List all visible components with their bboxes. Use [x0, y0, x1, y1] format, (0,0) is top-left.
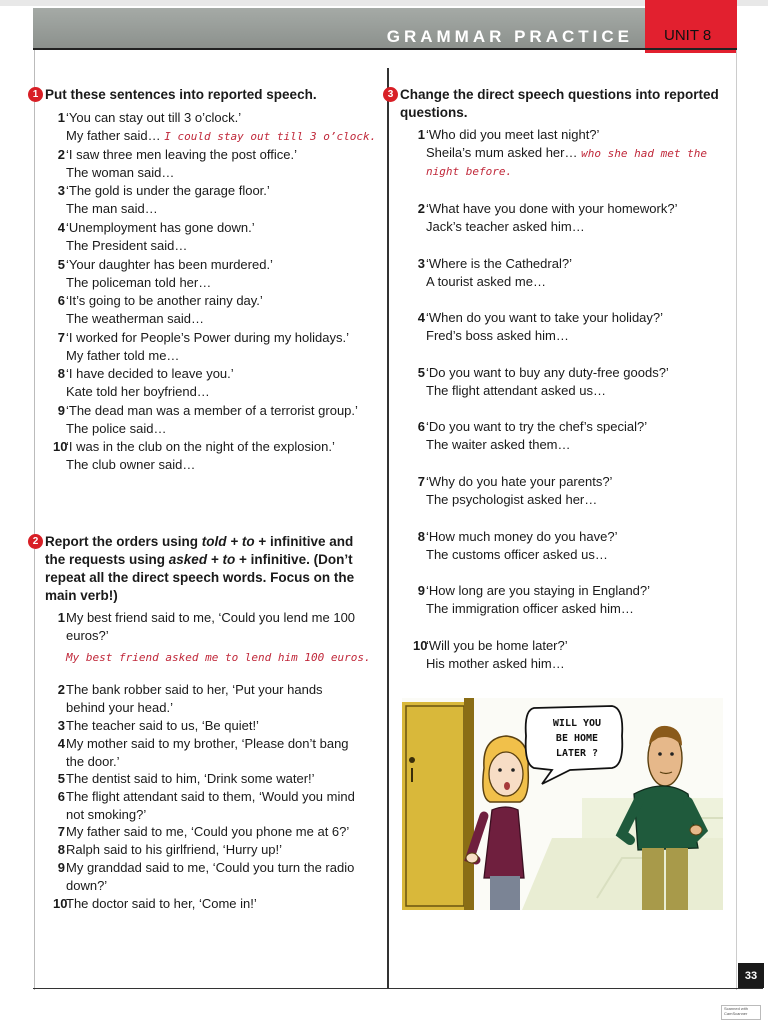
item-number: 3: [57, 183, 65, 198]
item-text: My father said to me, ‘Could you phone me at 6?’: [66, 824, 350, 839]
item-prompt: The club owner said…: [66, 457, 196, 472]
exercise-2-heading: [28, 533, 373, 605]
instruction-text: + infinitive. (Don’t repeat all the direct speech words. Focus on the main verb!): [45, 552, 355, 603]
item-quote: ‘I worked for People’s Power during my holidays.’: [66, 330, 350, 345]
exercise-number-badge: 1: [28, 87, 43, 102]
exercise-number-badge: 3: [383, 87, 398, 102]
item-prompt: The immigration officer asked him…: [426, 601, 634, 616]
item-number: 4: [417, 310, 425, 325]
exercise-1-item: [57, 219, 255, 255]
item-text: euros?’: [66, 628, 109, 643]
item-number: 7: [417, 474, 425, 489]
item-number: 3: [57, 718, 65, 733]
exercise-1-item: [57, 292, 263, 328]
item-quote: ‘Your daughter has been murdered.’: [66, 257, 273, 272]
item-number: 9: [57, 403, 65, 418]
item-number: 5: [57, 771, 65, 786]
item-number: 5: [57, 257, 65, 272]
item-number: 1: [417, 127, 425, 142]
item-number: 1: [57, 610, 65, 625]
item-prompt: The waiter asked them…: [426, 437, 571, 452]
exercise-2-item: [57, 823, 350, 841]
exercise-1-item: [57, 109, 377, 146]
item-number: 5: [417, 365, 425, 380]
item-prompt-line: [426, 144, 707, 163]
item-prompt: The policeman told her…: [66, 275, 212, 290]
exercise-1-item: [57, 182, 270, 218]
item-prompt: Fred’s boss asked him…: [426, 328, 569, 343]
exercise-2-item: [57, 735, 349, 771]
exercise-3-item: [417, 473, 613, 509]
exercise-1-heading: [28, 86, 383, 104]
item-quote: ‘You can stay out till 3 o’clock.’: [66, 110, 242, 125]
item-quote: ‘Why do you hate your parents?’: [426, 474, 613, 489]
item-number: 7: [57, 824, 65, 839]
item-number: 2: [417, 201, 425, 216]
handwritten-answer: I could stay out till 3 o’clock.: [164, 130, 377, 143]
exercise-2-item: [57, 788, 355, 824]
item-number: 10: [53, 439, 68, 454]
item-text: My granddad said to me, ‘Could you turn the radio: [66, 860, 355, 875]
item-text: the door.’: [66, 754, 120, 769]
item-prompt: The woman said…: [66, 165, 175, 180]
item-number: 8: [417, 529, 425, 544]
item-prompt: His mother asked him…: [426, 656, 565, 671]
exercise-2-item: [57, 770, 315, 788]
item-number: 6: [417, 419, 425, 434]
page-title: GRAMMAR PRACTICE: [386, 27, 633, 46]
exercise-2-item: [57, 859, 355, 895]
item-number: 8: [57, 366, 65, 381]
exercise-3-item: [417, 255, 572, 291]
instruction-text: + infinitive and the requests using: [45, 534, 354, 567]
exercise-1-item: [57, 365, 234, 401]
item-prompt: The President said…: [66, 238, 188, 253]
item-number: 4: [57, 736, 65, 751]
exercise-1-item: [53, 438, 335, 474]
item-prompt: Sheila’s mum asked her…: [426, 145, 578, 160]
item-number: 1: [57, 110, 65, 125]
exercise-2-item: [57, 681, 323, 717]
speech-bubble-text: [534, 716, 620, 761]
item-number: 2: [57, 147, 65, 162]
item-number: 6: [57, 293, 65, 308]
exercise-2: [28, 533, 373, 605]
exercise-3-item: [417, 309, 664, 345]
exercise-3-item: [417, 418, 648, 454]
instruction-emphasis: asked + to: [168, 552, 236, 567]
exercise-3-heading: [383, 86, 728, 122]
item-quote: ‘I was in the club on the night of the explosion.’: [66, 439, 335, 454]
item-quote: ‘How long are you staying in England?’: [426, 583, 651, 598]
item-quote: ‘Who did you meet last night?’: [426, 127, 600, 142]
item-prompt: My father said…: [66, 128, 161, 143]
exercise-3-item: [413, 637, 568, 673]
item-quote: ‘It’s going to be another rainy day.’: [66, 293, 263, 308]
item-number: 10: [53, 896, 68, 911]
item-quote: ‘Do you want to try the chef’s special?’: [426, 419, 648, 434]
item-prompt: My father told me…: [66, 348, 180, 363]
handwritten-answer: My best friend asked me to lend him 100 euros.: [66, 651, 371, 664]
item-quote: ‘What have you done with your homework?’: [426, 201, 678, 216]
exercise-3-item: [417, 200, 678, 236]
exercise-3-item: [417, 364, 669, 400]
instruction-text: questions.: [400, 105, 468, 120]
item-text: My mother said to my brother, ‘Please don’t bang: [66, 736, 349, 751]
item-text: The dentist said to him, ‘Drink some water!’: [66, 771, 315, 786]
instruction-text: Change the direct speech questions into reported: [400, 87, 719, 102]
door-knob: [409, 757, 415, 763]
item-quote: ‘The gold is under the garage floor.’: [66, 183, 270, 198]
bubble-line: WILL YOU: [552, 718, 602, 729]
item-text: The bank robber said to her, ‘Put your hands: [66, 682, 323, 697]
exercise-number-badge: 2: [28, 534, 43, 549]
exercise-2-item: [57, 609, 371, 667]
item-prompt: Kate told her boyfriend…: [66, 384, 210, 399]
item-prompt: A tourist asked me…: [426, 274, 546, 289]
item-text: The doctor said to her, ‘Come in!’: [66, 896, 257, 911]
unit-label: UNIT 8: [664, 27, 712, 44]
exercise-2-item: [57, 841, 283, 859]
handwritten-answer: night before.: [426, 165, 513, 178]
item-number: 6: [57, 789, 65, 804]
item-prompt-line: [66, 127, 376, 146]
item-prompt: The police said…: [66, 421, 167, 436]
item-quote: ‘Will you be home later?’: [426, 638, 568, 653]
instruction-emphasis: told + to: [201, 534, 255, 549]
exercise-1-item: [57, 146, 297, 182]
item-quote: ‘How much money do you have?’: [426, 529, 618, 544]
header-divider: [33, 48, 737, 50]
item-number: 3: [417, 256, 425, 271]
item-text: The flight attendant said to them, ‘Would you mind: [66, 789, 355, 804]
item-text: Ralph said to his girlfriend, ‘Hurry up!’: [66, 842, 283, 857]
item-text: behind your head.’: [66, 700, 173, 715]
column-divider: [387, 68, 389, 988]
door: [402, 702, 470, 910]
exercise-3: [383, 86, 728, 122]
header-band: [33, 8, 645, 48]
scanner-watermark: Scanned with CamScanner: [721, 1005, 761, 1020]
exercise-1-instruction: Put these sentences into reported speech.: [45, 87, 317, 102]
item-number: 9: [57, 860, 65, 875]
exercise-2-item: [53, 895, 257, 913]
item-prompt: The customs officer asked us…: [426, 547, 608, 562]
item-text: My best friend said to me, ‘Could you lend me 100: [66, 610, 356, 625]
exercise-1-item: [57, 256, 273, 292]
item-prompt: The flight attendant asked us…: [426, 383, 606, 398]
exercise-3-item: [417, 126, 707, 181]
exercise-1-item: [57, 329, 350, 365]
item-text: not smoking?’: [66, 807, 147, 822]
item-quote: ‘Do you want to buy any duty-free goods?’: [426, 365, 669, 380]
item-number: 8: [57, 842, 65, 857]
item-prompt: The psychologist asked her…: [426, 492, 598, 507]
page-number: 33: [738, 963, 764, 988]
instruction-text: Report the orders using: [45, 534, 202, 549]
item-number: 9: [417, 583, 425, 598]
right-margin-line: [736, 50, 737, 990]
item-quote: ‘Where is the Cathedral?’: [426, 256, 572, 271]
exercise-1: [28, 86, 383, 104]
exercise-3-instruction: [400, 86, 719, 122]
bubble-line: BE HOME: [555, 733, 599, 744]
item-quote: ‘Unemployment has gone down.’: [66, 220, 255, 235]
handwritten-answer: who she had met the: [581, 147, 707, 160]
exercise-3-item: [417, 582, 651, 618]
item-number: 10: [413, 638, 428, 653]
left-margin-line: [34, 50, 35, 990]
item-quote: ‘I saw three men leaving the post office.’: [66, 147, 297, 162]
bubble-line: LATER ?: [555, 748, 599, 759]
item-prompt: Jack’s teacher asked him…: [426, 219, 585, 234]
comic-illustration: [402, 698, 723, 910]
item-quote: ‘The dead man was a member of a terrorist group.’: [66, 403, 358, 418]
item-text: down?’: [66, 878, 108, 893]
exercise-1-item: [57, 402, 358, 438]
item-quote: ‘I have decided to leave you.’: [66, 366, 234, 381]
item-number: 4: [57, 220, 65, 235]
item-number: 2: [57, 682, 65, 697]
exercise-2-item: [57, 717, 259, 735]
footer-divider: [33, 988, 763, 989]
unit-badge: [645, 0, 737, 53]
item-quote: ‘When do you want to take your holiday?’: [426, 310, 664, 325]
item-prompt: The man said…: [66, 201, 158, 216]
item-prompt: The weatherman said…: [66, 311, 205, 326]
exercise-3-item: [417, 528, 618, 564]
item-text: The teacher said to us, ‘Be quiet!’: [66, 718, 259, 733]
item-number: 7: [57, 330, 65, 345]
exercise-2-instruction: [45, 533, 373, 605]
